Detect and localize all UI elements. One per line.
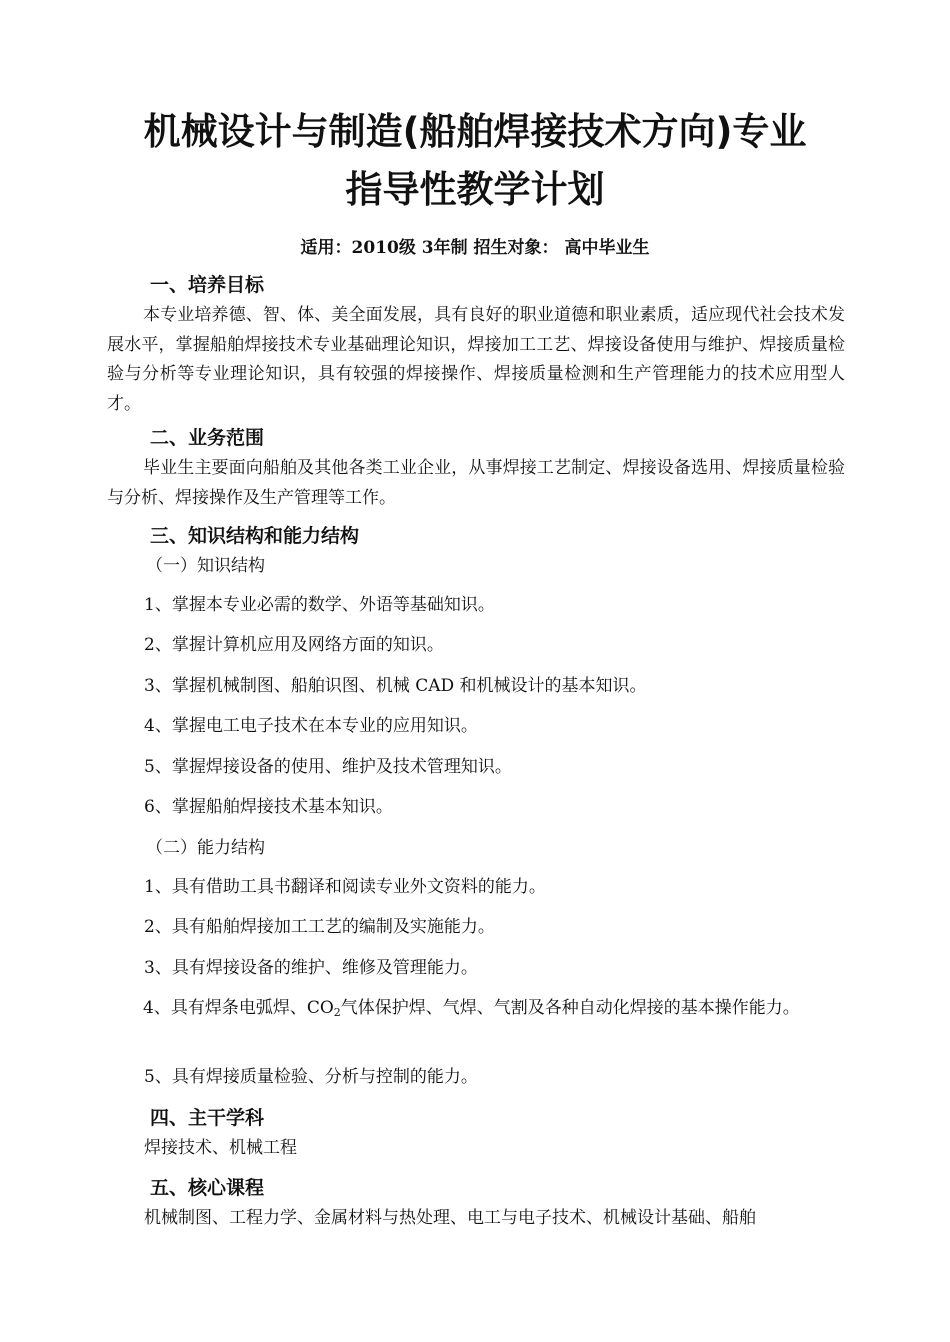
document-subtitle: 适用：2010级 3年制 招生对象： 高中毕业生 [300, 238, 650, 258]
section-body-scope: 毕业生主要面向船舶及其他各类工业企业，从事焊接工艺制定、焊接设备选用、焊接质量检验与分析、焊接操作及生产管理等工作。 [107, 458, 845, 508]
ability-item: 5、具有焊接质量检验、分析与控制的能力。 [144, 1067, 478, 1087]
ability-item-4-prefix: 4、具有焊条电弧焊、CO [143, 998, 334, 1018]
section-heading-disciplines: 四、主干学科 [150, 1107, 265, 1129]
knowledge-item: 1、掌握本专业必需的数学、外语等基础知识。 [144, 595, 495, 615]
knowledge-item: 2、掌握计算机应用及网络方面的知识。 [144, 635, 444, 655]
section-heading-core-courses: 五、核心课程 [150, 1177, 265, 1199]
ability-structure-title: （二）能力结构 [146, 838, 265, 858]
ability-item: 2、具有船舶焊接加工工艺的编制及实施能力。 [144, 917, 495, 937]
ability-item: 3、具有焊接设备的维护、维修及管理能力。 [144, 958, 478, 978]
section-body-disciplines: 焊接技术、机械工程 [144, 1138, 297, 1158]
document-title-line1: 机械设计与制造(船舶焊接技术方向)专业 [143, 110, 807, 153]
section-body-goals: 本专业培养德、智、体、美全面发展，具有良好的职业道德和职业素质，适应现代社会技术发展水平，掌握船舶焊接技术专业基础理论知识，焊接加工工艺、焊接设备使用与维护、焊接质量检验与分析等专业理论知识，具有较强的焊接操作、焊接质量检测和生产管理能力的技术应用型人才。 [107, 305, 845, 414]
ability-item-4-suffix: 气体保护焊、气焊、气割及各种自动化焊接的基本操作能力。 [340, 998, 800, 1018]
document-title-line2: 指导性教学计划 [345, 168, 605, 211]
knowledge-structure-title: （一）知识结构 [146, 556, 265, 576]
knowledge-item: 5、掌握焊接设备的使用、维护及技术管理知识。 [144, 757, 512, 777]
section-heading-goals: 一、培养目标 [150, 274, 265, 296]
ability-item-4 [107, 994, 845, 1028]
knowledge-item: 3、掌握机械制图、船舶识图、机械 CAD 和机械设计的基本知识。 [144, 676, 647, 696]
section-heading-structure: 三、知识结构和能力结构 [150, 525, 360, 547]
knowledge-item: 6、掌握船舶焊接技术基本知识。 [144, 797, 393, 817]
section-heading-scope: 二、业务范围 [150, 427, 265, 449]
section-body-core-courses: 机械制图、工程力学、金属材料与热处理、电工与电子技术、机械设计基础、船舶 [144, 1208, 756, 1228]
knowledge-item: 4、掌握电工电子技术在本专业的应用知识。 [144, 716, 478, 736]
ability-item: 1、具有借助工具书翻译和阅读专业外文资料的能力。 [144, 877, 546, 897]
co2-subscript: 2 [333, 1006, 341, 1019]
